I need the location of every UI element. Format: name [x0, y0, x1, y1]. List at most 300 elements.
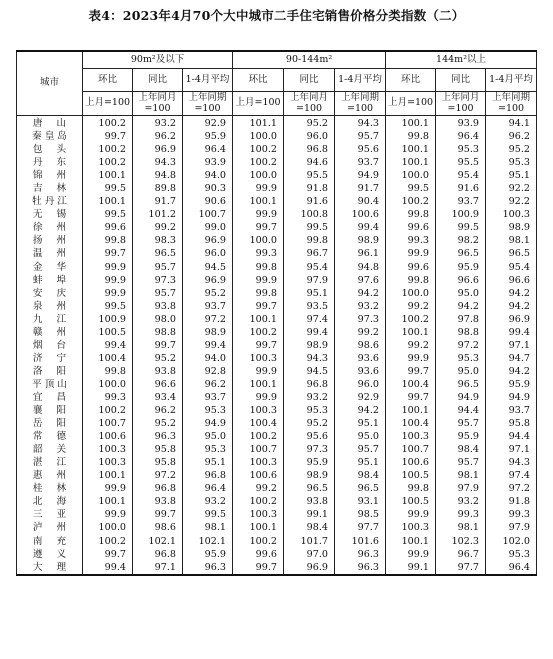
index-value: 99.9 [83, 508, 133, 521]
table-row [17, 521, 537, 534]
index-value: 99.2 [133, 221, 183, 234]
index-value: 99.9 [386, 548, 436, 561]
index-value: 95.6 [284, 430, 335, 443]
index-value: 100.6 [83, 430, 133, 443]
index-value: 96.6 [486, 274, 537, 287]
index-value: 93.8 [133, 300, 183, 313]
index-value: 99.4 [183, 339, 233, 352]
index-value: 96.5 [284, 482, 335, 495]
index-value: 98.1 [436, 521, 486, 534]
index-value: 95.3 [486, 156, 537, 169]
index-value: 95.1 [284, 287, 335, 300]
index-value: 97.6 [335, 274, 386, 287]
index-value: 99.7 [233, 221, 284, 234]
index-value: 95.9 [183, 130, 233, 143]
index-value: 96.8 [284, 143, 335, 156]
index-value: 99.0 [183, 221, 233, 234]
index-value: 99.5 [83, 182, 133, 195]
index-value: 99.8 [233, 261, 284, 274]
city-name: 唐山 [17, 116, 83, 131]
table-row [17, 182, 537, 195]
index-value: 98.2 [436, 234, 486, 247]
table-row [17, 378, 537, 391]
city-name: 泉州 [17, 300, 83, 313]
table-row [17, 156, 537, 169]
base-header: 上月=100 [233, 92, 284, 116]
sub-header: 环比 [233, 69, 284, 92]
index-value: 95.5 [436, 156, 486, 169]
index-value: 96.2 [486, 130, 537, 143]
index-value: 100.3 [386, 430, 436, 443]
sub-header: 环比 [386, 69, 436, 92]
index-value: 97.2 [183, 313, 233, 326]
index-value: 100.7 [386, 443, 436, 456]
table-row [17, 404, 537, 417]
city-name: 扬州 [17, 234, 83, 247]
base-header: 上年同期=100 [486, 92, 537, 116]
index-value: 93.9 [183, 156, 233, 169]
table-row [17, 247, 537, 260]
index-value: 98.4 [436, 443, 486, 456]
index-value: 100.1 [386, 326, 436, 339]
index-value: 90.6 [183, 195, 233, 208]
index-value: 95.7 [335, 443, 386, 456]
city-name: 泸州 [17, 521, 83, 534]
index-value: 99.5 [386, 182, 436, 195]
index-value: 93.7 [183, 300, 233, 313]
index-value: 99.8 [83, 234, 133, 247]
table-row [17, 169, 537, 182]
index-value: 99.8 [386, 482, 436, 495]
table-row [17, 508, 537, 521]
city-name: 吉林 [17, 182, 83, 195]
index-value: 99.8 [83, 365, 133, 378]
index-value: 96.8 [133, 548, 183, 561]
city-name: 牡丹江 [17, 195, 83, 208]
index-value: 99.4 [486, 326, 537, 339]
index-value: 100.9 [436, 208, 486, 221]
table-row [17, 456, 537, 469]
index-value: 100.5 [386, 469, 436, 482]
table-row [17, 261, 537, 274]
index-value: 91.7 [133, 195, 183, 208]
index-value: 99.4 [284, 326, 335, 339]
index-value: 100.6 [233, 469, 284, 482]
index-value: 95.1 [486, 169, 537, 182]
index-value: 100.6 [386, 456, 436, 469]
index-value: 94.2 [486, 300, 537, 313]
index-value: 95.9 [183, 548, 233, 561]
sub-header: 1-4月平均 [486, 69, 537, 92]
index-value: 99.7 [233, 339, 284, 352]
index-value: 96.4 [486, 561, 537, 575]
index-value: 93.2 [133, 116, 183, 131]
index-value: 99.4 [335, 221, 386, 234]
index-value: 95.1 [335, 456, 386, 469]
group-header-small: 90m²及以下 [83, 51, 233, 69]
index-value: 90.3 [183, 182, 233, 195]
index-value: 99.7 [83, 130, 133, 143]
city-name: 赣州 [17, 326, 83, 339]
index-value: 96.8 [183, 469, 233, 482]
city-name: 湛江 [17, 456, 83, 469]
index-value: 100.1 [386, 404, 436, 417]
table-row [17, 469, 537, 482]
index-value: 100.7 [183, 208, 233, 221]
index-value: 97.3 [133, 274, 183, 287]
sub-header: 1-4月平均 [183, 69, 233, 92]
index-value: 96.3 [133, 430, 183, 443]
index-value: 100.2 [233, 156, 284, 169]
index-value: 93.6 [335, 365, 386, 378]
index-value: 96.9 [284, 561, 335, 575]
index-value: 101.1 [233, 116, 284, 131]
index-value: 94.5 [284, 365, 335, 378]
index-value: 97.1 [133, 561, 183, 575]
index-value: 99.4 [83, 561, 133, 575]
index-value: 95.9 [486, 378, 537, 391]
index-value: 94.7 [486, 352, 537, 365]
sub-header: 同比 [133, 69, 183, 92]
sub-header: 环比 [83, 69, 133, 92]
city-name: 丹东 [17, 156, 83, 169]
city-name: 九江 [17, 313, 83, 326]
index-value: 94.4 [436, 404, 486, 417]
index-value: 95.7 [436, 456, 486, 469]
index-value: 94.5 [183, 261, 233, 274]
index-value: 95.0 [183, 430, 233, 443]
city-name: 徐州 [17, 221, 83, 234]
index-value: 99.2 [386, 300, 436, 313]
index-value: 100.0 [386, 287, 436, 300]
index-value: 95.3 [436, 143, 486, 156]
index-value: 96.4 [183, 482, 233, 495]
base-header: 上年同月=100 [284, 92, 335, 116]
index-value: 91.6 [436, 182, 486, 195]
index-value: 99.7 [233, 561, 284, 575]
index-value: 94.9 [486, 391, 537, 404]
index-value: 95.0 [436, 287, 486, 300]
table-row [17, 548, 537, 561]
index-value: 98.9 [335, 234, 386, 247]
city-name: 襄阳 [17, 404, 83, 417]
index-value: 100.6 [335, 208, 386, 221]
index-value: 99.5 [83, 208, 133, 221]
index-value: 91.6 [284, 195, 335, 208]
table-row [17, 143, 537, 156]
index-value: 97.2 [133, 469, 183, 482]
index-value: 100.2 [233, 326, 284, 339]
index-value: 100.1 [83, 469, 133, 482]
index-value: 93.2 [335, 300, 386, 313]
index-value: 99.8 [284, 234, 335, 247]
index-value: 100.2 [83, 535, 133, 548]
city-name: 济宁 [17, 352, 83, 365]
index-value: 96.8 [284, 378, 335, 391]
index-value: 99.6 [83, 221, 133, 234]
index-value: 96.9 [133, 143, 183, 156]
index-value: 100.1 [233, 313, 284, 326]
index-value: 93.2 [284, 391, 335, 404]
index-value: 94.1 [486, 116, 537, 131]
index-value: 97.7 [436, 561, 486, 575]
index-value: 98.5 [335, 508, 386, 521]
table-row [17, 313, 537, 326]
index-value: 100.0 [233, 234, 284, 247]
index-value: 94.3 [133, 156, 183, 169]
index-value: 96.2 [133, 404, 183, 417]
index-value: 92.9 [183, 116, 233, 131]
index-value: 100.8 [284, 208, 335, 221]
index-value: 96.2 [183, 378, 233, 391]
table-row [17, 391, 537, 404]
table-row [17, 116, 537, 131]
index-value: 99.9 [386, 508, 436, 521]
index-value: 100.1 [83, 169, 133, 182]
index-value: 94.9 [436, 391, 486, 404]
index-value: 93.2 [436, 495, 486, 508]
index-value: 99.9 [233, 182, 284, 195]
city-name: 岳阳 [17, 417, 83, 430]
index-value: 96.5 [436, 378, 486, 391]
index-value: 99.3 [233, 247, 284, 260]
index-value: 93.5 [284, 300, 335, 313]
city-name: 桂林 [17, 482, 83, 495]
table-row [17, 300, 537, 313]
index-value: 93.7 [335, 156, 386, 169]
index-value: 100.9 [83, 313, 133, 326]
index-value: 97.3 [284, 443, 335, 456]
index-value: 99.6 [386, 261, 436, 274]
index-value: 98.4 [335, 469, 386, 482]
index-value: 101.2 [133, 208, 183, 221]
index-value: 100.3 [233, 508, 284, 521]
index-value: 96.5 [486, 247, 537, 260]
index-value: 101.6 [335, 535, 386, 548]
index-value: 100.1 [386, 535, 436, 548]
index-value: 94.0 [183, 352, 233, 365]
city-name: 大理 [17, 561, 83, 575]
index-value: 95.9 [436, 430, 486, 443]
table-row [17, 221, 537, 234]
index-value: 99.5 [183, 508, 233, 521]
index-value: 100.2 [83, 116, 133, 131]
index-value: 94.2 [486, 365, 537, 378]
index-value: 100.3 [233, 352, 284, 365]
index-value: 97.9 [486, 521, 537, 534]
index-value: 99.3 [486, 508, 537, 521]
index-value: 99.2 [386, 339, 436, 352]
index-value: 95.3 [436, 352, 486, 365]
index-value: 100.2 [233, 430, 284, 443]
index-value: 100.1 [386, 143, 436, 156]
index-value: 100.5 [386, 495, 436, 508]
index-value: 94.0 [183, 169, 233, 182]
sub-header: 同比 [284, 69, 335, 92]
index-value: 95.9 [436, 261, 486, 274]
index-value: 96.5 [436, 247, 486, 260]
index-value: 99.8 [386, 208, 436, 221]
index-value: 93.7 [486, 404, 537, 417]
index-value: 100.0 [233, 130, 284, 143]
table-row [17, 130, 537, 143]
index-value: 100.1 [386, 156, 436, 169]
index-value: 93.7 [183, 391, 233, 404]
city-name: 惠州 [17, 469, 83, 482]
index-value: 96.9 [183, 274, 233, 287]
city-name: 无锡 [17, 208, 83, 221]
index-value: 98.0 [133, 313, 183, 326]
index-value: 98.4 [284, 521, 335, 534]
index-value: 99.6 [233, 548, 284, 561]
index-value: 92.8 [183, 365, 233, 378]
index-value: 96.7 [436, 548, 486, 561]
city-name: 秦皇岛 [17, 130, 83, 143]
index-value: 100.3 [233, 456, 284, 469]
index-value: 100.4 [233, 417, 284, 430]
page-title: 表4：2023年4月70个大中城市二手住宅销售价格分类指数（二） [88, 8, 465, 23]
table-row [17, 495, 537, 508]
index-value: 102.0 [486, 535, 537, 548]
city-name: 包头 [17, 143, 83, 156]
table-row [17, 535, 537, 548]
index-value: 98.3 [133, 234, 183, 247]
index-value: 100.0 [386, 169, 436, 182]
index-value: 100.1 [233, 378, 284, 391]
index-value: 94.3 [486, 456, 537, 469]
table-row [17, 561, 537, 575]
base-header: 上月=100 [83, 92, 133, 116]
index-value: 100.4 [83, 352, 133, 365]
index-value: 91.8 [486, 495, 537, 508]
index-value: 92.2 [486, 195, 537, 208]
index-value: 95.2 [133, 417, 183, 430]
index-value: 91.8 [284, 182, 335, 195]
index-value: 94.6 [284, 156, 335, 169]
index-value: 96.9 [486, 313, 537, 326]
index-value: 95.2 [133, 352, 183, 365]
index-value: 94.8 [335, 261, 386, 274]
index-value: 99.5 [284, 221, 335, 234]
index-value: 98.9 [486, 221, 537, 234]
index-value: 99.3 [436, 508, 486, 521]
index-value: 100.4 [386, 378, 436, 391]
index-value: 95.1 [183, 456, 233, 469]
index-value: 99.7 [386, 365, 436, 378]
index-value: 99.1 [386, 561, 436, 575]
index-value: 101.7 [284, 535, 335, 548]
index-value: 97.9 [436, 482, 486, 495]
index-value: 95.4 [284, 261, 335, 274]
index-value: 99.9 [83, 261, 133, 274]
index-value: 97.2 [486, 482, 537, 495]
index-value: 95.4 [436, 169, 486, 182]
index-value: 97.4 [486, 469, 537, 482]
table-row [17, 339, 537, 352]
index-value: 94.9 [183, 417, 233, 430]
index-value: 100.3 [486, 208, 537, 221]
city-name: 南充 [17, 535, 83, 548]
index-value: 93.4 [133, 391, 183, 404]
index-value: 99.9 [233, 274, 284, 287]
index-value: 93.2 [183, 495, 233, 508]
index-value: 93.8 [284, 495, 335, 508]
table-row [17, 430, 537, 443]
index-value: 100.1 [83, 495, 133, 508]
index-value: 94.2 [335, 287, 386, 300]
index-value: 97.4 [284, 313, 335, 326]
index-value: 94.2 [335, 404, 386, 417]
index-value: 95.8 [486, 417, 537, 430]
index-value: 100.1 [233, 521, 284, 534]
base-header: 上年同月=100 [436, 92, 486, 116]
index-value: 97.7 [335, 521, 386, 534]
index-value: 102.1 [183, 535, 233, 548]
table-body [17, 116, 537, 575]
index-value: 96.3 [335, 561, 386, 575]
index-value: 95.0 [436, 365, 486, 378]
index-value: 99.6 [386, 221, 436, 234]
city-name: 温州 [17, 247, 83, 260]
index-value: 95.4 [486, 261, 537, 274]
index-value: 96.6 [133, 378, 183, 391]
index-value: 99.5 [436, 221, 486, 234]
index-value: 95.7 [335, 130, 386, 143]
index-value: 99.8 [386, 130, 436, 143]
index-value: 96.1 [335, 247, 386, 260]
index-value: 98.9 [284, 469, 335, 482]
index-value: 93.1 [335, 495, 386, 508]
price-index-table [16, 50, 537, 576]
index-value: 95.2 [486, 143, 537, 156]
index-value: 98.1 [183, 521, 233, 534]
index-value: 92.2 [486, 182, 537, 195]
table-row [17, 208, 537, 221]
index-value: 102.1 [133, 535, 183, 548]
index-value: 96.9 [183, 234, 233, 247]
index-value: 99.7 [133, 508, 183, 521]
index-value: 100.1 [233, 195, 284, 208]
city-name: 洛阳 [17, 365, 83, 378]
table-row [17, 417, 537, 430]
index-value: 102.3 [436, 535, 486, 548]
index-value: 96.8 [133, 482, 183, 495]
city-name: 遵义 [17, 548, 83, 561]
index-value: 99.3 [83, 391, 133, 404]
index-value: 97.2 [436, 339, 486, 352]
index-value: 100.5 [83, 326, 133, 339]
index-value: 99.9 [233, 208, 284, 221]
index-value: 93.9 [436, 116, 486, 131]
index-value: 96.3 [183, 561, 233, 575]
index-value: 97.1 [486, 339, 537, 352]
index-value: 100.2 [83, 404, 133, 417]
index-value: 95.7 [133, 287, 183, 300]
table-row [17, 352, 537, 365]
index-value: 99.7 [233, 300, 284, 313]
index-value: 100.2 [83, 156, 133, 169]
index-value: 97.9 [284, 274, 335, 287]
index-value: 100.7 [233, 443, 284, 456]
base-header: 上年同期=100 [183, 92, 233, 116]
city-name: 宜昌 [17, 391, 83, 404]
table-row [17, 234, 537, 247]
index-value: 95.7 [436, 417, 486, 430]
index-value: 99.8 [233, 287, 284, 300]
index-value: 98.6 [133, 521, 183, 534]
table-row [17, 482, 537, 495]
index-value: 97.3 [335, 313, 386, 326]
